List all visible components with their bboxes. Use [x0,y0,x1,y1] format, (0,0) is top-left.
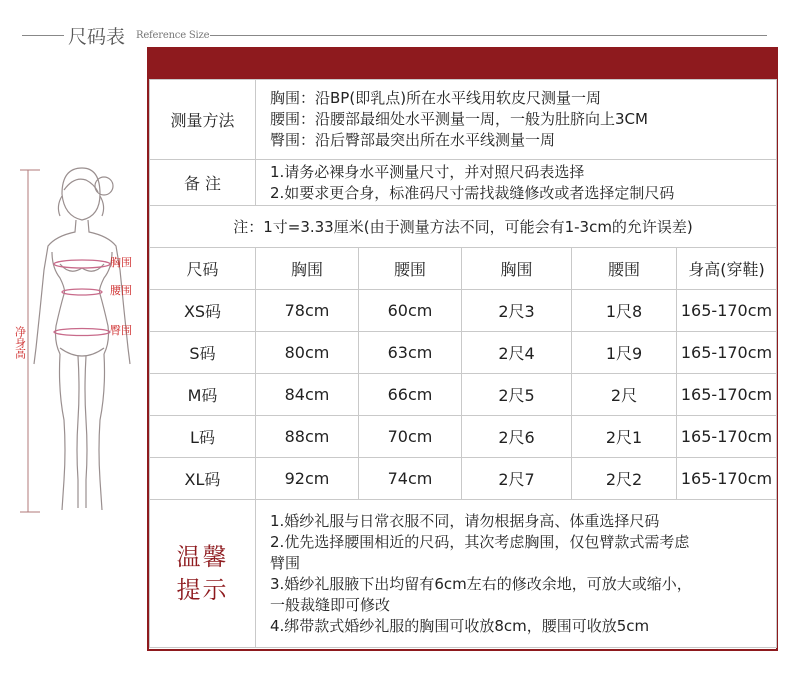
height-cell: 165-170cm [677,374,777,416]
page-title: 尺码表 [68,26,126,48]
figure-outline [34,168,130,510]
header-bust-chi: 胸围 [462,248,572,290]
bust-cm-cell: 78cm [256,290,359,332]
tip-line: 4.绑带款式婚纱礼服的胸围可收放8cm，腰围可收放5cm [270,616,650,635]
bust-label: 胸围 [110,256,132,269]
conversion-row [150,206,777,248]
bust-cm-cell: 80cm [256,332,359,374]
size-cell: XS码 [150,290,256,332]
bust-chi-cell: 2尺7 [462,458,572,500]
notes-content [256,160,777,206]
header-height: 身高(穿鞋) [677,248,777,290]
tip-line: 一般裁缝即可修改 [270,595,391,614]
bust-chi-cell: 2尺3 [462,290,572,332]
waist-cm-cell: 66cm [359,374,462,416]
height-cell: 165-170cm [677,290,777,332]
size-chart-table [149,79,777,648]
measure-label: 测量方法 [150,80,256,160]
size-cell: S码 [150,332,256,374]
waist-line [62,289,102,295]
header-waist-cm: 腰围 [359,248,462,290]
table-row [150,458,777,500]
waist-chi-cell: 2尺1 [572,416,677,458]
bust-chi-cell: 2尺5 [462,374,572,416]
hip-line [54,329,110,336]
bust-chi-cell: 2尺4 [462,332,572,374]
waist-chi-cell: 2尺2 [572,458,677,500]
waist-chi-cell: 2尺 [572,374,677,416]
size-cell: M码 [150,374,256,416]
size-header-row [150,248,777,290]
conversion-note: 注：1寸=3.33厘米(由于测量方法不同，可能会有1-3cm的允许误差) [150,206,777,248]
tips-title-line-1: 温馨 [176,542,229,571]
waist-cm-cell: 60cm [359,290,462,332]
waist-chi-cell: 1尺9 [572,332,677,374]
waist-chi-cell: 1尺8 [572,290,677,332]
notes-label: 备 注 [150,160,256,206]
tip-line: 3.婚纱礼服腋下出均留有6cm左右的修改余地，可放大或缩小， [270,574,692,593]
height-label: 净身高 [13,326,27,359]
waist-label: 腰围 [110,284,132,297]
height-cell: 165-170cm [677,416,777,458]
chart-top-bar [149,49,776,79]
table-row [150,332,777,374]
bust-line [54,260,110,268]
tips-row [150,500,777,648]
note-1: 1.请务必裸身水平测量尺寸，并对照尺码表选择 [270,162,585,181]
waist-cm-cell: 74cm [359,458,462,500]
header-divider-right [210,35,767,36]
bust-cm-cell: 88cm [256,416,359,458]
body-measurement-figure [0,150,150,530]
size-chart-frame [147,47,778,651]
hip-label: 臀围 [110,324,132,337]
table-row [150,290,777,332]
tip-line: 2.优先选择腰围相近的尺码，其次考虑胸围，仅包臂款式需考虑 [270,532,690,551]
bust-cm-cell: 84cm [256,374,359,416]
size-cell: XL码 [150,458,256,500]
table-row [150,374,777,416]
tips-title-line-2: 提示 [176,575,229,604]
height-cell: 165-170cm [677,458,777,500]
waist-cm-cell: 63cm [359,332,462,374]
tip-line: 臂围 [270,553,301,572]
bust-cm-cell: 92cm [256,458,359,500]
header-waist-chi: 腰围 [572,248,677,290]
table-row [150,416,777,458]
header-divider-left [22,35,64,36]
measure-hip: 臀围：沿后臀部最突出所在水平线测量一周 [270,131,556,149]
measure-bust: 胸围：沿BP(即乳点)所在水平线用软皮尺测量一周 [270,89,602,107]
height-cell: 165-170cm [677,332,777,374]
notes-row [150,160,777,206]
tip-line: 1.婚纱礼服与日常衣服不同，请勿根据身高、体重选择尺码 [270,511,660,530]
waist-cm-cell: 70cm [359,416,462,458]
header-bust-cm: 胸围 [256,248,359,290]
note-2: 2.如要求更合身，标准码尺寸需找裁缝修改或者选择定制尺码 [270,183,675,202]
measure-waist: 腰围：沿腰部最细处水平测量一周，一般为肚脐向上3CM [270,110,648,128]
measure-row [150,80,777,160]
size-cell: L码 [150,416,256,458]
tips-content [256,500,777,648]
header-size: 尺码 [150,248,256,290]
bust-chi-cell: 2尺6 [462,416,572,458]
page-subtitle: Reference Size [136,30,210,41]
measure-methods [256,80,777,160]
tips-title-cell [150,500,256,648]
